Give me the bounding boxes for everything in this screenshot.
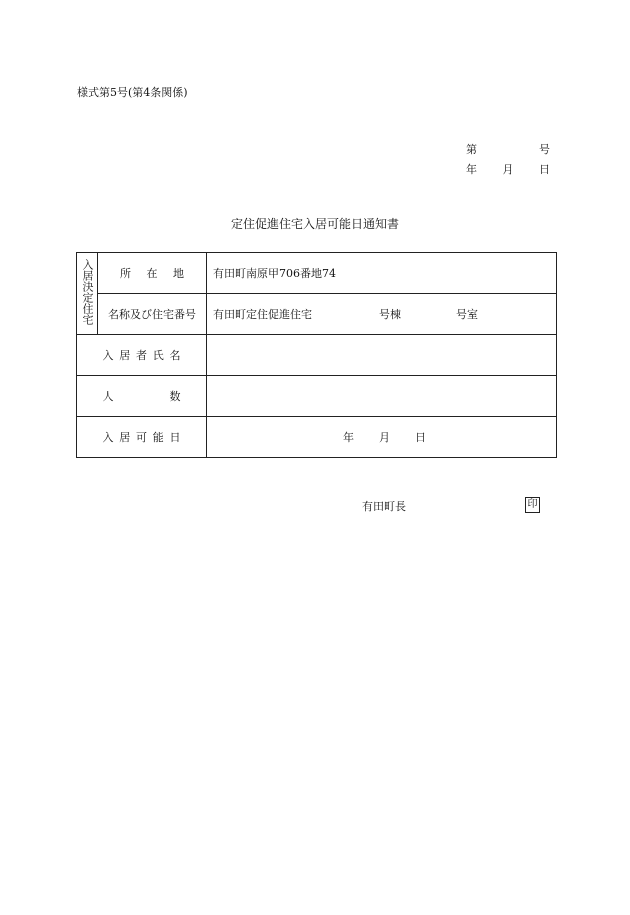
date-value-cell[interactable] [207,417,557,458]
resident-value[interactable] [207,335,557,376]
number-prefix: 第 [466,143,477,156]
date-value [207,429,556,445]
group-label: 入居決定住宅 [81,259,94,325]
count-label: 人 数 [102,390,181,403]
group-label-cell [77,253,98,335]
issue-date [466,161,550,177]
resident-row [77,335,557,376]
date-label: 入 居 可 能 日 [102,431,181,444]
number-suffix: 号 [539,143,550,156]
address-label: 所 在 地 [120,267,184,280]
resident-label-cell [77,335,207,376]
address-row [77,253,557,294]
date-label-cell [77,417,207,458]
name-label: 名称及び住宅番号 [98,294,207,335]
form-number-label: 様式第5号(第4条関係) [77,86,188,99]
document-title: 定住促進住宅入居可能日通知書 [230,217,399,231]
name-row [77,294,557,335]
address-label-cell [98,253,207,294]
date-row [77,417,557,458]
name-value: 有田町定住促進住宅 [213,308,312,321]
count-row [77,376,557,417]
document-number [466,141,550,157]
date-year: 年 [343,431,354,444]
date-month: 月 [379,431,390,444]
room-unit: 号室 [456,308,478,321]
count-value[interactable] [207,376,557,417]
count-label-cell [77,376,207,417]
date-day: 日 [415,431,426,444]
building-unit: 号棟 [379,308,401,321]
resident-label: 入 居 者 氏 名 [102,349,181,362]
address-value: 有田町南原甲706番地74 [207,253,557,294]
issue-year: 年 [466,163,477,176]
notice-table [76,252,557,458]
seal-box: 印 [525,497,540,513]
issue-day: 日 [539,163,550,176]
issue-month: 月 [502,163,514,176]
name-value-cell [207,294,557,335]
signer-name: 有田町長 [362,500,406,513]
